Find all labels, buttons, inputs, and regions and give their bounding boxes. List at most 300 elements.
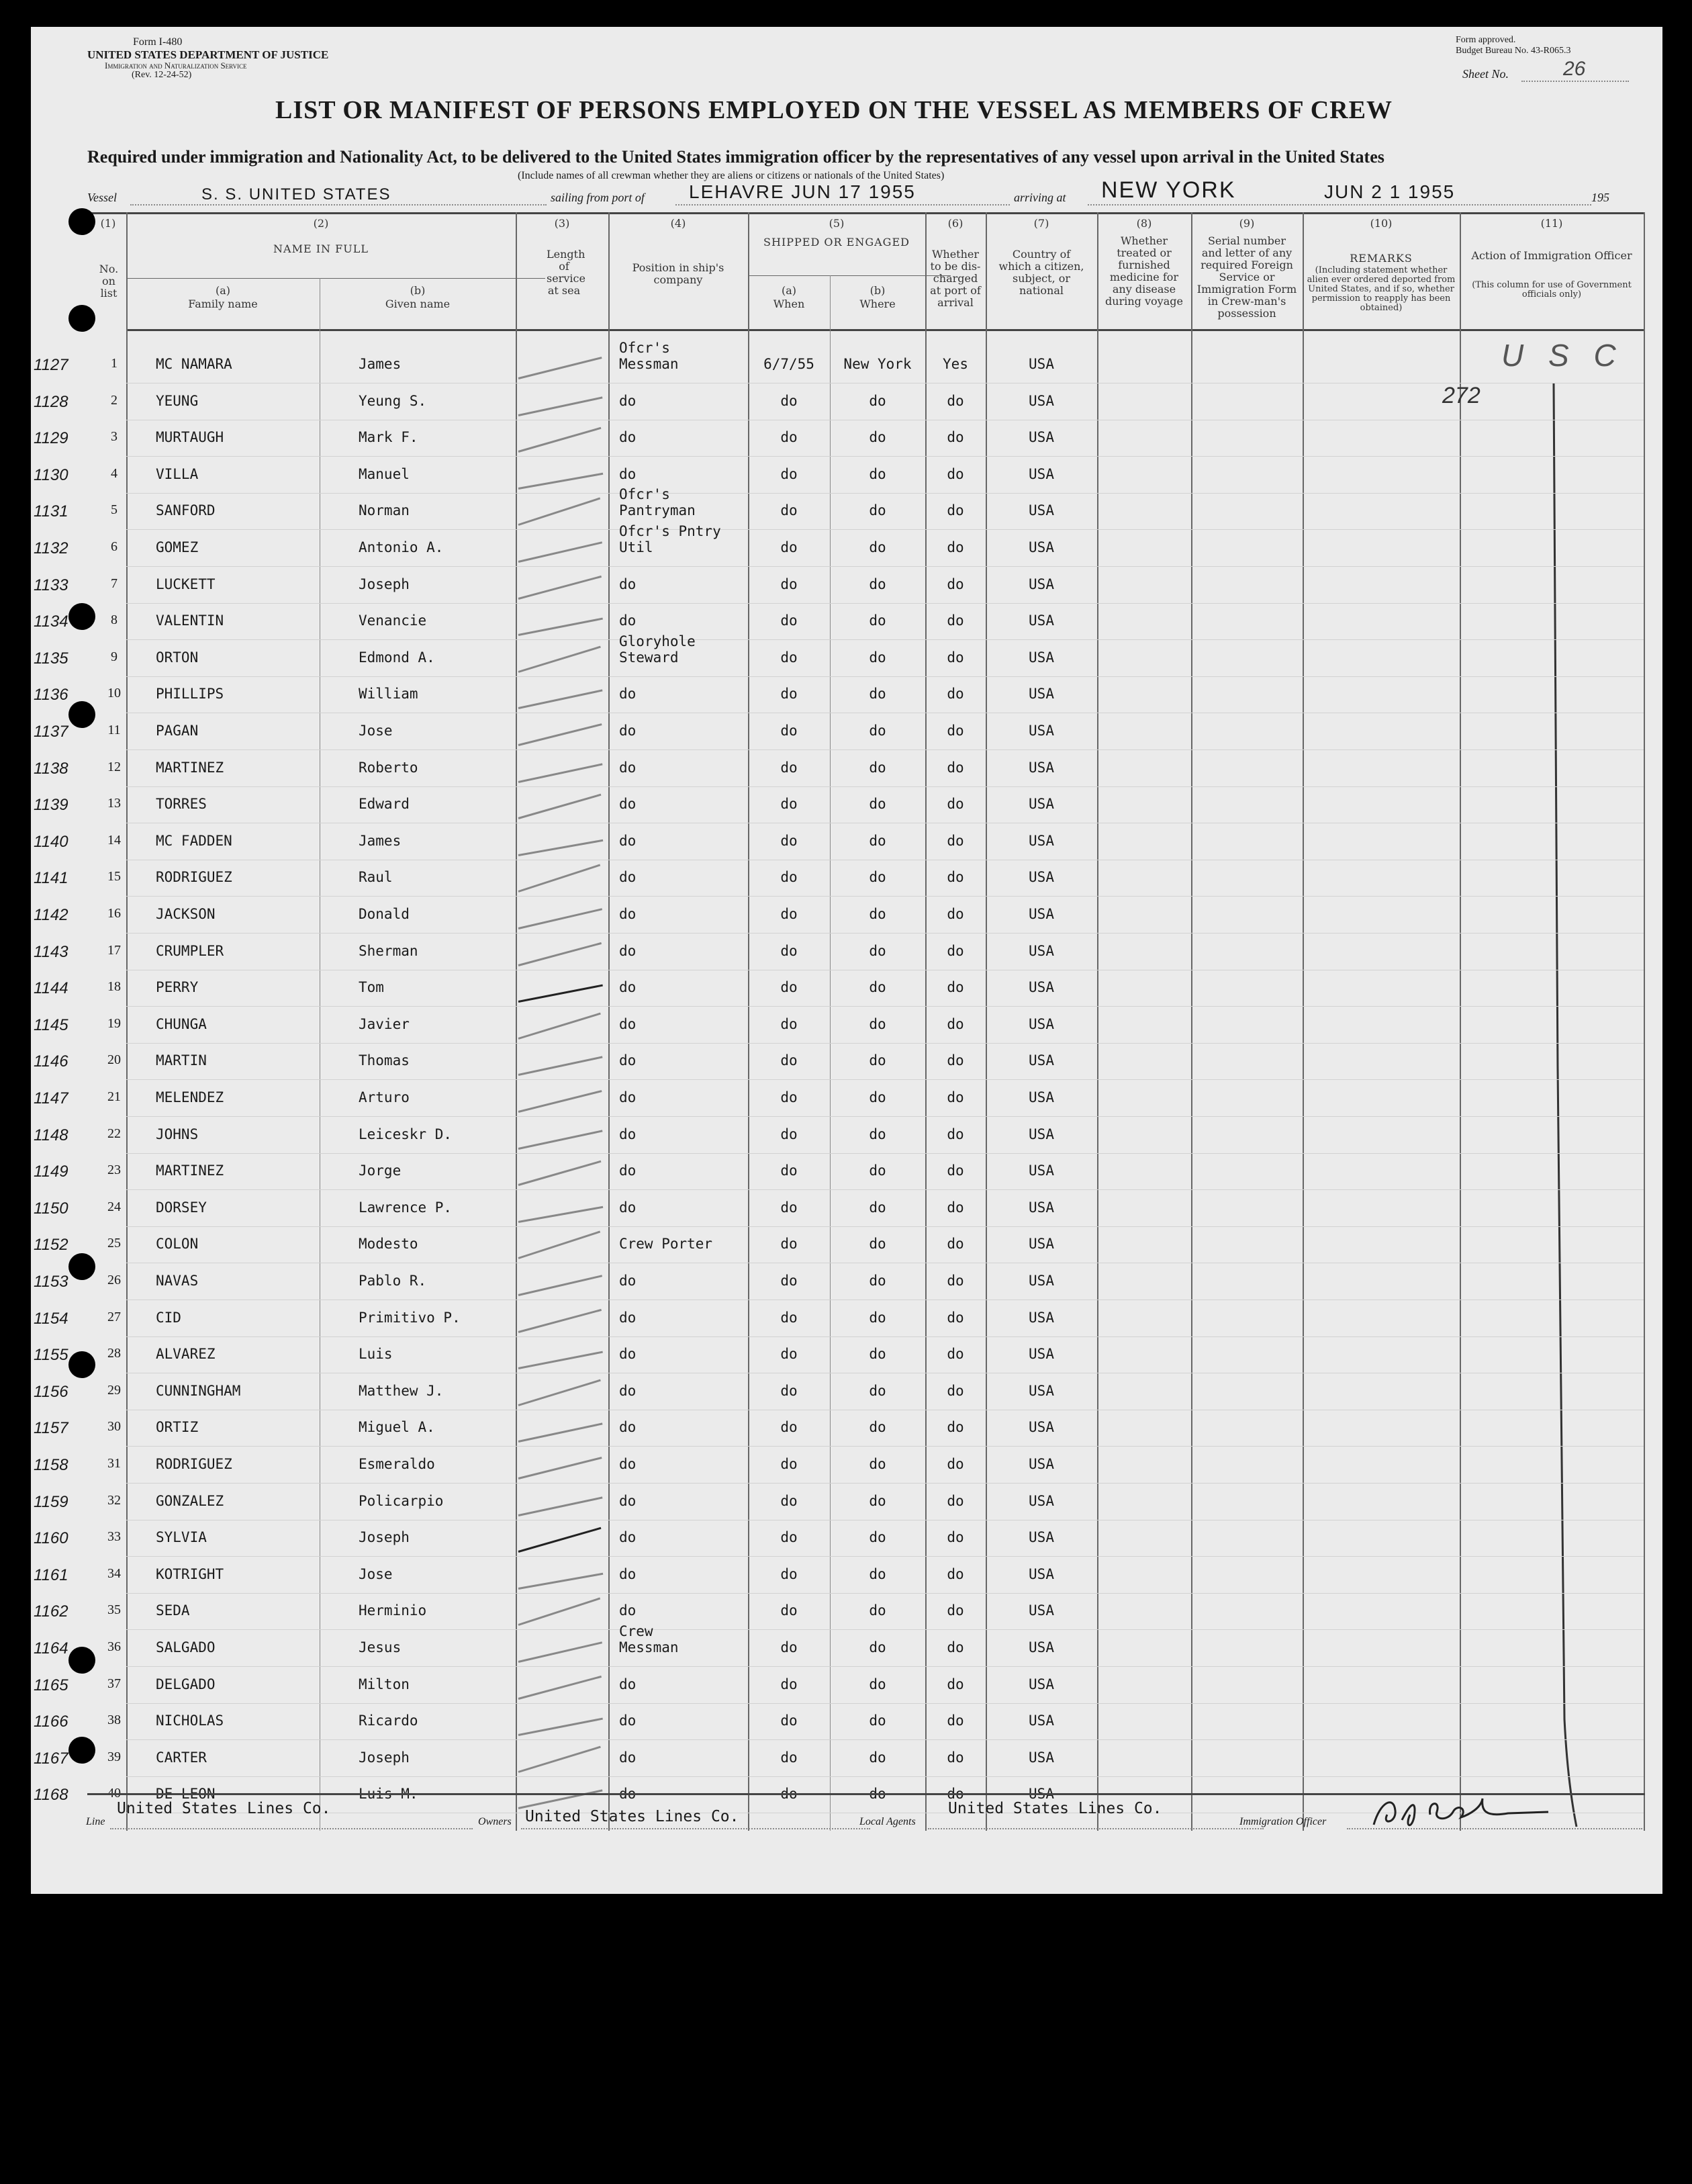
shipped-where: do <box>869 1383 886 1399</box>
discharge-status: do <box>947 869 964 885</box>
shipped-where: do <box>869 979 886 995</box>
shipped-where: do <box>869 1786 886 1802</box>
ledger-number: 1156 <box>34 1383 68 1401</box>
family-name: ORTIZ <box>156 1419 199 1435</box>
position: do <box>619 833 637 849</box>
given-name: Luis M. <box>359 1786 418 1802</box>
discharge-status: do <box>947 1713 964 1729</box>
ledger-number: 1138 <box>34 760 68 778</box>
shipped-where: do <box>869 649 886 666</box>
list-number: 32 <box>107 1493 121 1508</box>
given-name: Joseph <box>359 1529 410 1545</box>
when-header: When <box>773 298 805 310</box>
ledger-number: 1130 <box>34 466 68 484</box>
given-name: Raul <box>359 869 393 885</box>
department: UNITED STATES DEPARTMENT OF JUSTICE <box>87 48 329 61</box>
pencil-tick <box>518 576 602 600</box>
shipped-when: do <box>780 1786 798 1802</box>
row-divider <box>126 1703 1644 1704</box>
country: USA <box>1029 502 1054 518</box>
row-divider <box>126 933 1644 934</box>
position: do <box>619 612 637 629</box>
list-number: 39 <box>107 1749 121 1764</box>
country: USA <box>1029 1493 1054 1509</box>
discharge-status: do <box>947 686 964 702</box>
shipped-where: do <box>869 1052 886 1068</box>
ledger-number: 1166 <box>34 1713 68 1731</box>
position: do <box>619 466 637 482</box>
pencil-tick <box>518 427 602 453</box>
pencil-tick <box>518 1013 601 1040</box>
owners-label: Owners <box>478 1816 512 1827</box>
discharge-status: do <box>947 1310 964 1326</box>
pencil-tick <box>518 618 603 636</box>
col9-num: (9) <box>1239 217 1255 230</box>
shipped-when: do <box>780 1493 798 1509</box>
row-divider <box>126 1043 1644 1044</box>
pencil-tick <box>518 1130 603 1150</box>
shipped-when: do <box>780 943 798 959</box>
arriving-port: NEW YORK <box>1101 177 1236 203</box>
length-of-service-header: Length of service at sea <box>547 248 585 297</box>
col2-header: NAME IN FULL <box>273 242 369 255</box>
row-divider <box>126 1226 1644 1227</box>
ledger-number: 1144 <box>34 979 68 997</box>
pencil-tick <box>518 1275 602 1296</box>
position: do <box>619 1456 637 1472</box>
list-number: 19 <box>107 1016 121 1031</box>
discharge-status: do <box>947 906 964 922</box>
ledger-number: 1143 <box>34 943 68 961</box>
country: USA <box>1029 576 1054 592</box>
family-name: JOHNS <box>156 1126 199 1142</box>
position: do <box>619 1310 637 1326</box>
family-name: MURTAUGH <box>156 429 224 445</box>
country: USA <box>1029 1566 1054 1582</box>
given-name: Leiceskr D. <box>359 1126 453 1142</box>
pencil-tick <box>518 1641 602 1663</box>
ledger-number: 1127 <box>34 356 68 374</box>
pencil-tick <box>518 1206 604 1223</box>
col7-num: (7) <box>1033 217 1049 230</box>
row-divider <box>126 1739 1644 1740</box>
discharge-status: do <box>947 1199 964 1216</box>
year-suffix: 195 <box>1591 191 1609 204</box>
shipped-where: do <box>869 833 886 849</box>
shipped-when: do <box>780 1639 798 1655</box>
position: do <box>619 906 637 922</box>
col11-num: (11) <box>1540 217 1563 230</box>
list-number: 26 <box>107 1273 121 1287</box>
line-label: Line <box>86 1816 105 1827</box>
shipped-where: do <box>869 1639 886 1655</box>
shipped-when: do <box>780 1749 798 1766</box>
shipped-when: do <box>780 576 798 592</box>
sheet-number: 26 <box>1563 58 1586 80</box>
col1-num: (1) <box>100 217 116 230</box>
service: Immigration and Naturalization Service <box>105 60 247 71</box>
given-name: Yeung S. <box>359 393 427 409</box>
ledger-number: 1152 <box>34 1236 68 1254</box>
pencil-tick <box>518 1718 603 1736</box>
discharge-status: do <box>947 943 964 959</box>
list-number: 40 <box>107 1786 121 1801</box>
country-header: Country of which a citizen, subject, or national <box>998 248 1084 297</box>
shipped-where: New York <box>843 356 912 372</box>
family-name: NICHOLAS <box>156 1713 224 1729</box>
ledger-number: 1149 <box>34 1163 68 1181</box>
country: USA <box>1029 1236 1054 1252</box>
count-annotation: 272 <box>1442 383 1480 408</box>
discharge-status: do <box>947 612 964 629</box>
row-divider <box>126 1629 1644 1630</box>
given-name: Ricardo <box>359 1713 418 1729</box>
given-name: Mark F. <box>359 429 418 445</box>
position: do <box>619 429 637 445</box>
position: do <box>619 686 637 702</box>
shipped-where: do <box>869 1602 886 1619</box>
ledger-number: 1135 <box>34 649 68 668</box>
shipped-where: do <box>869 1493 886 1509</box>
shipped-where: do <box>869 943 886 959</box>
arrival-date: JUN 2 1 1955 <box>1324 181 1456 202</box>
given-name: Tom <box>359 979 384 995</box>
pencil-tick <box>518 689 603 709</box>
given-name: William <box>359 686 418 702</box>
form-title: LIST OR MANIFEST OF PERSONS EMPLOYED ON THE VESSEL AS MEMBERS OF CREW <box>275 96 1393 124</box>
shipped-when: do <box>780 1163 798 1179</box>
shipped-where: do <box>869 1016 886 1032</box>
country: USA <box>1029 393 1054 409</box>
discharge-header: Whether to be dis-charged at port of arrival <box>930 248 981 309</box>
family-name: MARTINEZ <box>156 760 224 776</box>
pencil-tick <box>518 1090 602 1113</box>
row-divider <box>126 1776 1644 1777</box>
shipped-when: do <box>780 906 798 922</box>
discharge-status: Yes <box>943 356 968 372</box>
pencil-tick <box>518 1056 603 1076</box>
discharge-status: do <box>947 466 964 482</box>
discharge-status: do <box>947 723 964 739</box>
row-divider <box>126 1079 1644 1080</box>
shipped-where: do <box>869 1566 886 1582</box>
row-divider <box>126 1336 1644 1337</box>
country: USA <box>1029 1456 1054 1472</box>
ledger-number: 1134 <box>34 612 68 631</box>
shipped-where: do <box>869 1749 886 1766</box>
ledger-number: 1155 <box>34 1346 68 1364</box>
ledger-number: 1128 <box>34 393 68 411</box>
list-number: 20 <box>107 1052 121 1067</box>
list-number: 1 <box>111 356 117 371</box>
ledger-number: 1131 <box>34 502 68 520</box>
shipped-where: do <box>869 539 886 555</box>
shipped-when: do <box>780 1602 798 1619</box>
ledger-number: 1161 <box>34 1566 68 1584</box>
position: Crew Porter <box>619 1236 713 1252</box>
given-name: Joseph <box>359 1749 410 1766</box>
shipped-when: do <box>780 466 798 482</box>
ledger-number: 1159 <box>34 1493 68 1511</box>
shipped-when: do <box>780 429 798 445</box>
given-name: Pablo R. <box>359 1273 427 1289</box>
shipped-when: do <box>780 686 798 702</box>
remarks-header: REMARKS <box>1350 252 1413 265</box>
shipped-where: do <box>869 1713 886 1729</box>
discharge-status: do <box>947 429 964 445</box>
country: USA <box>1029 760 1054 776</box>
country: USA <box>1029 1273 1054 1289</box>
list-number: 37 <box>107 1676 121 1691</box>
row-divider <box>126 1556 1644 1557</box>
given-name: James <box>359 833 402 849</box>
position: do <box>619 979 637 995</box>
shipped-when: do <box>780 1089 798 1105</box>
shipped-where: do <box>869 1529 886 1545</box>
shipped-where: do <box>869 1126 886 1142</box>
family-name: CHUNGA <box>156 1016 207 1032</box>
punch-hole <box>68 1351 95 1378</box>
country: USA <box>1029 612 1054 629</box>
position: do <box>619 723 637 739</box>
given-name: Primitivo P. <box>359 1310 461 1326</box>
shipped-when: do <box>780 1383 798 1399</box>
discharge-status: do <box>947 576 964 592</box>
position: do <box>619 1786 637 1802</box>
shipped-when: do <box>780 649 798 666</box>
given-name: Jose <box>359 723 393 739</box>
given-name: Milton <box>359 1676 410 1692</box>
shipped-when: do <box>780 502 798 518</box>
pencil-tick <box>518 1573 604 1590</box>
officer-label: Immigration Officer <box>1239 1816 1327 1827</box>
list-number: 16 <box>107 906 121 921</box>
ledger-number: 1145 <box>34 1016 68 1034</box>
discharge-status: do <box>947 1016 964 1032</box>
shipped-where: do <box>869 576 886 592</box>
ledger-number: 1157 <box>34 1419 68 1437</box>
family-name: YEUNG <box>156 393 199 409</box>
shipped-where: do <box>869 429 886 445</box>
discharge-status: do <box>947 1126 964 1142</box>
position: do <box>619 943 637 959</box>
form-number: Form I-480 <box>133 36 183 48</box>
action-note: (This column for use of Government officials only) <box>1472 280 1632 300</box>
action-header: Action of Immigration Officer <box>1471 249 1632 262</box>
ledger-number: 1164 <box>34 1639 68 1657</box>
row-divider <box>126 1153 1644 1154</box>
shipped-when: do <box>780 1126 798 1142</box>
row-divider <box>126 1593 1644 1594</box>
ledger-number: 1150 <box>34 1199 68 1218</box>
country: USA <box>1029 1676 1054 1692</box>
family-name: SANFORD <box>156 502 216 518</box>
family-name: NAVAS <box>156 1273 199 1289</box>
country: USA <box>1029 1016 1054 1032</box>
medicine-header: Whether treated or furnished medicine for any disease during voyage <box>1105 234 1183 308</box>
family-name: TORRES <box>156 796 207 812</box>
col8-num: (8) <box>1136 217 1152 230</box>
ledger-number: 1142 <box>34 906 68 924</box>
discharge-status: do <box>947 502 964 518</box>
pencil-tick <box>518 646 601 673</box>
shipped-where: do <box>869 869 886 885</box>
position: do <box>619 393 637 409</box>
country: USA <box>1029 1199 1054 1216</box>
pencil-tick <box>518 541 602 563</box>
vertical-pen-line <box>1542 376 1595 1833</box>
ledger-number: 1140 <box>34 833 68 851</box>
list-number: 5 <box>111 502 117 517</box>
list-number: 27 <box>107 1310 121 1324</box>
family-name: CUNNINGHAM <box>156 1383 241 1399</box>
position: do <box>619 1016 637 1032</box>
given-name: Lawrence P. <box>359 1199 453 1216</box>
shipped-where: do <box>869 1310 886 1326</box>
country: USA <box>1029 1089 1054 1105</box>
list-number: 3 <box>111 429 117 444</box>
shipped-where: do <box>869 466 886 482</box>
discharge-status: do <box>947 1493 964 1509</box>
row-divider <box>126 1666 1644 1667</box>
given-name: Thomas <box>359 1052 410 1068</box>
given-name: Esmeraldo <box>359 1456 435 1472</box>
country: USA <box>1029 943 1054 959</box>
shipped-when: do <box>780 1310 798 1326</box>
family-name: MC NAMARA <box>156 356 232 372</box>
position: do <box>619 869 637 885</box>
given-name-header: Given name <box>385 298 451 310</box>
family-name-header: Family name <box>188 298 258 310</box>
col5-num: (5) <box>829 217 845 230</box>
discharge-status: do <box>947 1163 964 1179</box>
col4-num: (4) <box>670 217 686 230</box>
list-number: 6 <box>111 539 117 554</box>
ledger-number: 1147 <box>34 1089 68 1107</box>
position: do <box>619 1089 637 1105</box>
shipped-when: do <box>780 1713 798 1729</box>
given-name: Joseph <box>359 576 410 592</box>
list-number: 13 <box>107 796 121 811</box>
country: USA <box>1029 1713 1054 1729</box>
given-name: Edward <box>359 796 410 812</box>
ledger-number: 1154 <box>34 1310 68 1328</box>
ledger-number: 1141 <box>34 869 68 887</box>
list-number: 4 <box>111 466 117 481</box>
country: USA <box>1029 1346 1054 1362</box>
given-name: James <box>359 356 402 372</box>
shipped-where: do <box>869 723 886 739</box>
family-name: SYLVIA <box>156 1529 207 1545</box>
position: do <box>619 1199 637 1216</box>
family-name: PHILLIPS <box>156 686 224 702</box>
shipped-when: do <box>780 1529 798 1545</box>
discharge-status: do <box>947 1236 964 1252</box>
pencil-tick <box>518 1746 601 1773</box>
family-name: GONZALEZ <box>156 1493 224 1509</box>
shipped-when: do <box>780 723 798 739</box>
row-divider <box>126 603 1644 604</box>
row-divider <box>126 749 1644 750</box>
country: USA <box>1029 466 1054 482</box>
family-name: PAGAN <box>156 723 199 739</box>
ledger-number: 1139 <box>34 796 68 814</box>
shipped-when: do <box>780 1419 798 1435</box>
shipped-where: do <box>869 796 886 812</box>
family-name: CRUMPLER <box>156 943 224 959</box>
shipped-when: do <box>780 979 798 995</box>
list-number: 25 <box>107 1236 121 1250</box>
col2-num: (2) <box>313 217 329 230</box>
arriving-label: arriving at <box>1014 191 1066 204</box>
col6-num: (6) <box>947 217 963 230</box>
list-number: 7 <box>111 576 117 591</box>
discharge-status: do <box>947 1383 964 1399</box>
pencil-tick <box>518 763 603 783</box>
position: Crew Messman <box>619 1623 679 1655</box>
given-name: Manuel <box>359 466 410 482</box>
shipped-where: do <box>869 906 886 922</box>
col10-num: (10) <box>1370 217 1393 230</box>
country: USA <box>1029 723 1054 739</box>
given-name: Miguel A. <box>359 1419 435 1435</box>
country: USA <box>1029 1602 1054 1619</box>
given-name: Antonio A. <box>359 539 444 555</box>
discharge-status: do <box>947 1786 964 1802</box>
shipped-where: do <box>869 1236 886 1252</box>
discharge-status: do <box>947 1639 964 1655</box>
row-divider <box>126 529 1644 530</box>
family-name: CARTER <box>156 1749 207 1766</box>
shipped-when: do <box>780 796 798 812</box>
given-name: Venancie <box>359 612 427 629</box>
shipped-when: do <box>780 1676 798 1692</box>
position: do <box>619 1566 637 1582</box>
family-name: ORTON <box>156 649 199 666</box>
list-number: 12 <box>107 760 121 774</box>
ledger-number: 1136 <box>34 686 68 704</box>
row-divider <box>126 1116 1644 1117</box>
pencil-tick <box>518 1379 601 1406</box>
position: do <box>619 576 637 592</box>
family-name: MC FADDEN <box>156 833 232 849</box>
given-name: Roberto <box>359 760 418 776</box>
col3-num: (3) <box>554 217 570 230</box>
given-name: Arturo <box>359 1089 410 1105</box>
country: USA <box>1029 833 1054 849</box>
revision: (Rev. 12-24-52) <box>132 70 192 80</box>
list-number: 15 <box>107 869 121 884</box>
discharge-status: do <box>947 649 964 666</box>
discharge-status: do <box>947 1052 964 1068</box>
shipped-when: do <box>780 393 798 409</box>
given-name: Luis <box>359 1346 393 1362</box>
discharge-status: do <box>947 1346 964 1362</box>
list-number: 31 <box>107 1456 121 1471</box>
shipped-when: do <box>780 539 798 555</box>
row-divider <box>126 456 1644 457</box>
position: do <box>619 1163 637 1179</box>
country: USA <box>1029 1163 1054 1179</box>
shipped-when: do <box>780 1016 798 1032</box>
row-divider <box>126 1006 1644 1007</box>
country: USA <box>1029 356 1054 372</box>
country: USA <box>1029 1639 1054 1655</box>
given-name: Herminio <box>359 1602 427 1619</box>
country: USA <box>1029 429 1054 445</box>
pencil-tick <box>518 498 601 526</box>
pencil-tick <box>518 864 601 893</box>
